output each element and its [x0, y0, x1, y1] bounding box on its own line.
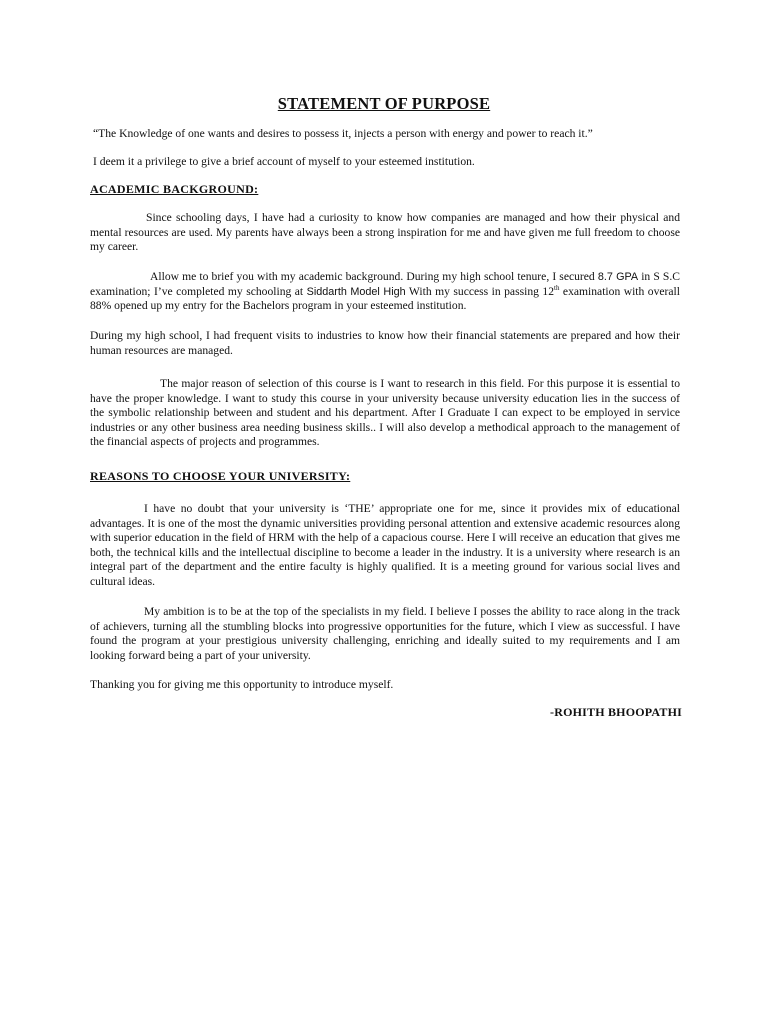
paragraph-industry-visits: During my high school, I had frequent visits to industries to know how their financial statements are prepared and how their human resources are managed. — [90, 329, 680, 357]
paragraph-text: examination; I’ve completed my schooling at — [90, 284, 307, 298]
paragraph-university-choice: I have no doubt that your university is ‘THE’ appropriate one for me, since it provides mix of educational advantages. It is one of the most the dynamic universities providing personal attention and extensive academic resources along with superior education in the field of HRM with the help of a capacious course. Here I will receive an education that gives me both, the technical kills and the intellectual discipline to become a leader in the industry. It is a university where research is an integral part of the department and the entire faculty is highly qualified. It is a meeting ground for various social lives and cultural ideas. — [90, 502, 680, 588]
school-name: Siddarth Model High — [306, 285, 406, 298]
paragraph-text: With my success in passing 12 — [405, 284, 554, 298]
paragraph-schooling: Since schooling days, I have had a curiosity to know how companies are managed and how their physical and mental resources are used. My parents have always been a strong inspiration for me and have given me full freedom to choose my career. — [90, 211, 680, 254]
reasons-heading: REASONS TO CHOOSE YOUR UNIVERSITY: — [90, 469, 351, 483]
paragraph-text: in — [638, 270, 654, 283]
intro-line: I deem it a privilege to give a brief account of myself to your esteemed institution. — [93, 155, 475, 168]
signature: -ROHITH BHOOPATHI — [550, 705, 682, 719]
gpa-value: 8.7 GPA — [597, 271, 639, 283]
closing-line: Thanking you for giving me this opportunity to introduce myself. — [90, 678, 394, 691]
paragraph-text: examination with overall 88% opened up my entry for the Bachelors program in your esteemed institution. — [90, 284, 680, 313]
paragraph-academic-background — [90, 270, 680, 314]
paragraph-course-reason: The major reason of selection of this course is I want to research in this field. For this purpose it is essential to have the proper knowledge. I want to study this course in your university because university education lies in the success of the symbolic relationship between and student and his department. After I Graduate I can expect to be employed in service industries or any other business area needing business skills.. I will also develop a methodical approach to the management of the financial aspects of projects and programmes. — [90, 377, 680, 449]
paragraph-ambition: My ambition is to be at the top of the specialists in my field. I believe I posses the ability to race along in the track of achievers, turning all the stumbling blocks into progressive opportunities for the future, which I view as successful. I have found the program at your prestigious university challenging, enriching and ideally suited to my requirements and I am looking forward being a part of your university. — [90, 605, 680, 662]
paragraph-text: Allow me to brief you with my academic background. During my high school tenure, I secured — [150, 270, 598, 283]
opening-quote: “The Knowledge of one wants and desires to possess it, injects a person with energy and power to reach it.” — [93, 127, 593, 140]
ssc-text: S S.C — [653, 270, 680, 283]
academic-background-heading: ACADEMIC BACKGROUND: — [90, 182, 259, 196]
page-title: STATEMENT OF PURPOSE — [277, 94, 491, 113]
superscript-th: th — [554, 283, 560, 292]
